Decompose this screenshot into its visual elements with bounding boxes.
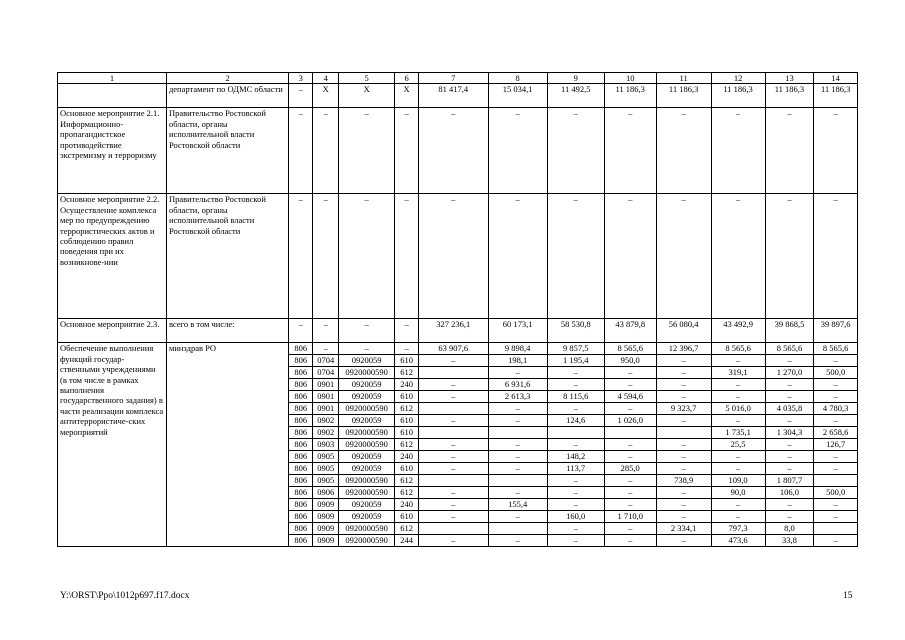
value-cell: – — [547, 475, 604, 487]
value-cell: 500,0 — [814, 367, 858, 379]
value-cell: 240 — [395, 379, 419, 391]
dept-cell: Х — [313, 84, 339, 108]
value-cell: – — [656, 355, 711, 367]
header-row — [58, 73, 858, 84]
row-event-2-2 — [58, 194, 858, 319]
value-cell: – — [488, 403, 547, 415]
value-cell: – — [711, 463, 765, 475]
value-cell: 39 868,5 — [765, 319, 814, 343]
value-cell: – — [339, 108, 395, 194]
dept-cell: 81 417,4 — [419, 84, 489, 108]
value-cell: 610 — [395, 427, 419, 439]
value-cell: 39 897,6 — [814, 319, 858, 343]
value-cell: – — [765, 499, 814, 511]
value-cell: 500,0 — [814, 487, 858, 499]
value-cell: – — [488, 439, 547, 451]
value-cell: 90,0 — [711, 487, 765, 499]
value-cell: 60 173,1 — [488, 319, 547, 343]
value-cell — [488, 523, 547, 535]
value-cell: – — [604, 108, 656, 194]
value-cell — [488, 475, 547, 487]
value-cell: – — [419, 439, 489, 451]
value-cell: – — [395, 108, 419, 194]
value-cell: 0920000590 — [339, 487, 395, 499]
value-cell: 160,0 — [547, 511, 604, 523]
event-title: Основное мероприятие 2.3. — [58, 319, 167, 343]
value-cell: 0920059 — [339, 355, 395, 367]
value-cell: – — [765, 355, 814, 367]
value-cell: 0920059 — [339, 379, 395, 391]
value-cell: 9 857,5 — [547, 343, 604, 355]
value-cell: 0920059 — [339, 415, 395, 427]
header-cell: 6 — [395, 73, 419, 84]
value-cell: 327 236,1 — [419, 319, 489, 343]
value-cell: – — [488, 415, 547, 427]
value-cell: – — [488, 451, 547, 463]
event-title: Основное мероприятие 2.2. Осуществление комплекса мер по предупреждению террористических актов и соблюдению правил поведения при их возникнове-нии — [58, 194, 167, 319]
header-cell: 4 — [313, 73, 339, 84]
value-cell: 1 304,3 — [765, 427, 814, 439]
value-cell: – — [814, 451, 858, 463]
value-cell: – — [289, 194, 313, 319]
value-cell: 473,6 — [711, 535, 765, 547]
value-cell: 610 — [395, 355, 419, 367]
value-cell: 806 — [289, 403, 313, 415]
value-cell: – — [547, 379, 604, 391]
value-cell: – — [604, 403, 656, 415]
value-cell: – — [604, 367, 656, 379]
event-description: Обеспечение выполнения функций государ-ственными учреждениями (в том числе в рамках выполнения государственного задания) в части реализации комплекса антитеррористиче-ских мероприятий — [58, 343, 167, 547]
value-cell: – — [395, 343, 419, 355]
value-cell: – — [289, 319, 313, 343]
value-cell: – — [419, 451, 489, 463]
value-cell: – — [814, 511, 858, 523]
value-cell: 0920059 — [339, 463, 395, 475]
value-cell: – — [656, 194, 711, 319]
value-cell — [419, 523, 489, 535]
value-cell: 797,3 — [711, 523, 765, 535]
value-cell: 0704 — [313, 367, 339, 379]
value-cell: 806 — [289, 475, 313, 487]
value-cell: – — [547, 194, 604, 319]
header-cell: 2 — [166, 73, 288, 84]
value-cell — [604, 427, 656, 439]
ministry-label: минздрав РО — [166, 343, 288, 547]
value-cell: – — [547, 487, 604, 499]
footer-file-path: Y:\ORST\Ppo\1012p697.f17.docx — [60, 591, 190, 601]
header-cell: 7 — [419, 73, 489, 84]
value-cell: – — [765, 511, 814, 523]
dept-cell: 11 186,3 — [604, 84, 656, 108]
value-cell: – — [604, 499, 656, 511]
value-cell: 113,7 — [547, 463, 604, 475]
value-cell — [814, 523, 858, 535]
value-cell: 0920000590 — [339, 367, 395, 379]
header-cell: 8 — [488, 73, 547, 84]
value-cell: 63 907,6 — [419, 343, 489, 355]
value-cell: 8 565,6 — [711, 343, 765, 355]
value-cell: 8 565,6 — [604, 343, 656, 355]
value-cell: – — [814, 391, 858, 403]
value-cell: 0909 — [313, 535, 339, 547]
value-cell: 0902 — [313, 415, 339, 427]
value-cell: – — [711, 391, 765, 403]
value-cell: – — [814, 355, 858, 367]
value-cell: 0905 — [313, 451, 339, 463]
value-cell: – — [419, 194, 489, 319]
value-cell: 43 879,8 — [604, 319, 656, 343]
value-cell: 0901 — [313, 403, 339, 415]
value-cell: 8 565,6 — [814, 343, 858, 355]
value-cell: – — [814, 415, 858, 427]
value-cell: 240 — [395, 451, 419, 463]
value-cell: 0901 — [313, 379, 339, 391]
value-cell: 319,1 — [711, 367, 765, 379]
dept-cell: 11 186,3 — [765, 84, 814, 108]
value-cell: 58 530,8 — [547, 319, 604, 343]
dept-cell: 11 186,3 — [656, 84, 711, 108]
value-cell: – — [711, 379, 765, 391]
value-cell: 612 — [395, 439, 419, 451]
value-cell: – — [711, 451, 765, 463]
value-cell: – — [656, 451, 711, 463]
value-cell: – — [547, 367, 604, 379]
value-cell: – — [765, 108, 814, 194]
value-cell: 806 — [289, 391, 313, 403]
value-cell: – — [765, 439, 814, 451]
value-cell: – — [488, 108, 547, 194]
value-cell: 56 080,4 — [656, 319, 711, 343]
value-cell: 0909 — [313, 499, 339, 511]
value-cell: 8,0 — [765, 523, 814, 535]
value-cell: 33,8 — [765, 535, 814, 547]
value-cell: 612 — [395, 523, 419, 535]
value-cell: 0920059 — [339, 391, 395, 403]
value-cell: – — [419, 487, 489, 499]
executor-label: всего в том числе: — [166, 319, 288, 343]
value-cell: – — [656, 439, 711, 451]
value-cell: 1 807,7 — [765, 475, 814, 487]
value-cell: 1 735,1 — [711, 427, 765, 439]
value-cell: 0920000590 — [339, 439, 395, 451]
value-cell: – — [814, 499, 858, 511]
value-cell: 285,0 — [604, 463, 656, 475]
budget-table — [57, 72, 858, 547]
value-cell: 124,6 — [547, 415, 604, 427]
value-cell: – — [656, 511, 711, 523]
value-cell: 0920000590 — [339, 427, 395, 439]
value-cell: – — [488, 487, 547, 499]
value-cell: 109,0 — [711, 475, 765, 487]
value-cell: – — [711, 511, 765, 523]
value-cell: 25,5 — [711, 439, 765, 451]
value-cell: – — [814, 379, 858, 391]
value-cell: – — [656, 391, 711, 403]
value-cell: – — [765, 194, 814, 319]
value-cell: 0901 — [313, 391, 339, 403]
value-cell: – — [656, 108, 711, 194]
value-cell: – — [604, 379, 656, 391]
value-cell: – — [488, 463, 547, 475]
value-cell: 8 565,6 — [765, 343, 814, 355]
header-cell: 5 — [339, 73, 395, 84]
value-cell: – — [656, 415, 711, 427]
value-cell — [814, 475, 858, 487]
value-cell: – — [656, 535, 711, 547]
value-cell: 43 492,9 — [711, 319, 765, 343]
value-cell — [488, 427, 547, 439]
value-cell: 806 — [289, 499, 313, 511]
value-cell: 0920059 — [339, 499, 395, 511]
value-cell: 612 — [395, 475, 419, 487]
dept-cell: 11 492,5 — [547, 84, 604, 108]
row-event-2-1 — [58, 108, 858, 194]
value-cell: 610 — [395, 391, 419, 403]
value-cell: – — [289, 108, 313, 194]
value-cell: 1 026,0 — [604, 415, 656, 427]
value-cell: – — [419, 535, 489, 547]
value-cell: – — [656, 487, 711, 499]
value-cell: 0920059 — [339, 451, 395, 463]
value-cell: 806 — [289, 379, 313, 391]
value-cell: 0909 — [313, 511, 339, 523]
value-cell: – — [313, 343, 339, 355]
value-cell: – — [395, 194, 419, 319]
dept-label: департамент по ОДМС области — [166, 84, 288, 108]
value-cell: – — [488, 511, 547, 523]
value-cell: – — [656, 379, 711, 391]
value-cell: – — [419, 391, 489, 403]
value-cell: – — [765, 451, 814, 463]
header-cell: 9 — [547, 73, 604, 84]
value-cell: 8 115,6 — [547, 391, 604, 403]
value-cell: 738,9 — [656, 475, 711, 487]
value-cell: 155,4 — [488, 499, 547, 511]
value-cell: 0905 — [313, 463, 339, 475]
value-cell: 0704 — [313, 355, 339, 367]
value-cell: – — [814, 108, 858, 194]
value-cell: 0906 — [313, 487, 339, 499]
value-cell: – — [604, 194, 656, 319]
value-cell: – — [711, 355, 765, 367]
value-cell: 9 323,7 — [656, 403, 711, 415]
value-cell: 806 — [289, 463, 313, 475]
value-cell: 9 898,4 — [488, 343, 547, 355]
value-cell: – — [419, 499, 489, 511]
value-cell: – — [488, 194, 547, 319]
value-cell: 5 016,0 — [711, 403, 765, 415]
header-cell: 13 — [765, 73, 814, 84]
value-cell: – — [604, 439, 656, 451]
value-cell: – — [814, 535, 858, 547]
value-cell: – — [547, 439, 604, 451]
value-cell: – — [711, 194, 765, 319]
value-cell: – — [419, 463, 489, 475]
value-cell: – — [547, 523, 604, 535]
value-cell: – — [419, 108, 489, 194]
value-cell: 4 780,3 — [814, 403, 858, 415]
value-cell: 806 — [289, 451, 313, 463]
value-cell — [419, 403, 489, 415]
value-cell: 610 — [395, 463, 419, 475]
value-cell: – — [547, 499, 604, 511]
value-cell: – — [395, 319, 419, 343]
value-cell: – — [419, 379, 489, 391]
value-cell: – — [814, 194, 858, 319]
header-cell: 14 — [814, 73, 858, 84]
value-cell: 4 594,6 — [604, 391, 656, 403]
value-cell — [547, 427, 604, 439]
value-cell: – — [765, 463, 814, 475]
value-cell: 806 — [289, 343, 313, 355]
value-cell: 106,0 — [765, 487, 814, 499]
value-cell: 2 334,1 — [656, 523, 711, 535]
value-cell: 198,1 — [488, 355, 547, 367]
event-title: Основное мероприятие 2.1. Информационно-пропагандистское противодействие экстремизму и терроризму — [58, 108, 167, 194]
value-cell: 1 710,0 — [604, 511, 656, 523]
value-cell: 806 — [289, 367, 313, 379]
dept-cell: Х — [339, 84, 395, 108]
value-cell: 806 — [289, 439, 313, 451]
dept-cell: 11 186,3 — [711, 84, 765, 108]
value-cell: 1 195,4 — [547, 355, 604, 367]
value-cell: – — [604, 535, 656, 547]
value-cell: – — [765, 391, 814, 403]
value-cell: – — [656, 499, 711, 511]
value-cell: – — [604, 523, 656, 535]
value-cell: – — [765, 415, 814, 427]
value-cell — [656, 427, 711, 439]
value-cell: 0920000590 — [339, 523, 395, 535]
value-cell: 610 — [395, 415, 419, 427]
value-cell: 806 — [289, 511, 313, 523]
value-cell: 12 396,7 — [656, 343, 711, 355]
value-cell: 2 658,6 — [814, 427, 858, 439]
value-cell: – — [313, 319, 339, 343]
value-cell: 244 — [395, 535, 419, 547]
value-cell: 126,7 — [814, 439, 858, 451]
value-cell: 0903 — [313, 439, 339, 451]
value-cell — [419, 427, 489, 439]
header-cell: 12 — [711, 73, 765, 84]
dept-cell — [58, 84, 167, 108]
value-cell: – — [313, 194, 339, 319]
value-cell: 0902 — [313, 427, 339, 439]
header-cell: 3 — [289, 73, 313, 84]
table-row — [58, 343, 858, 355]
value-cell: – — [419, 355, 489, 367]
value-cell: – — [711, 499, 765, 511]
dept-cell: Х — [395, 84, 419, 108]
value-cell: 612 — [395, 367, 419, 379]
value-cell: 0920000590 — [339, 475, 395, 487]
value-cell: – — [547, 403, 604, 415]
value-cell — [419, 475, 489, 487]
value-cell: – — [419, 415, 489, 427]
value-cell: – — [604, 475, 656, 487]
value-cell: 806 — [289, 355, 313, 367]
executor-label: Правительство Ростовской области, органы исполнительной власти Ростовской области — [166, 194, 288, 319]
value-cell: 806 — [289, 487, 313, 499]
value-cell: 0905 — [313, 475, 339, 487]
header-cell: 1 — [58, 73, 167, 84]
value-cell: – — [656, 463, 711, 475]
value-cell: 0920000590 — [339, 403, 395, 415]
executor-label: Правительство Ростовской области, органы исполнительной власти Ростовской области — [166, 108, 288, 194]
value-cell: – — [711, 108, 765, 194]
value-cell: 0920059 — [339, 511, 395, 523]
value-cell: – — [488, 367, 547, 379]
value-cell: 6 931,6 — [488, 379, 547, 391]
value-cell: 240 — [395, 499, 419, 511]
value-cell: – — [339, 319, 395, 343]
dept-cell: 11 186,3 — [814, 84, 858, 108]
value-cell: 950,0 — [604, 355, 656, 367]
value-cell: 0909 — [313, 523, 339, 535]
dept-cell: – — [289, 84, 313, 108]
value-cell: – — [604, 487, 656, 499]
value-cell: – — [488, 535, 547, 547]
value-cell: – — [419, 511, 489, 523]
header-cell: 10 — [604, 73, 656, 84]
value-cell: – — [339, 194, 395, 319]
value-cell: 610 — [395, 511, 419, 523]
value-cell: 0920000590 — [339, 535, 395, 547]
value-cell: 806 — [289, 427, 313, 439]
value-cell: – — [711, 415, 765, 427]
value-cell: – — [547, 535, 604, 547]
value-cell: 612 — [395, 487, 419, 499]
value-cell: 612 — [395, 403, 419, 415]
row-event-2-3 — [58, 319, 858, 343]
value-cell: – — [313, 108, 339, 194]
dept-cell: 15 034,1 — [488, 84, 547, 108]
dept-row — [58, 84, 858, 108]
header-cell: 11 — [656, 73, 711, 84]
value-cell: – — [814, 463, 858, 475]
value-cell: 806 — [289, 535, 313, 547]
value-cell: 2 613,3 — [488, 391, 547, 403]
value-cell: 806 — [289, 523, 313, 535]
page-number: 15 — [843, 591, 853, 601]
value-cell: 4 035,8 — [765, 403, 814, 415]
value-cell: – — [656, 367, 711, 379]
table-body — [58, 73, 858, 547]
value-cell: 148,2 — [547, 451, 604, 463]
value-cell: – — [339, 343, 395, 355]
value-cell: – — [765, 379, 814, 391]
value-cell: 806 — [289, 415, 313, 427]
value-cell: 1 270,0 — [765, 367, 814, 379]
value-cell: – — [547, 108, 604, 194]
value-cell: – — [604, 451, 656, 463]
value-cell — [419, 367, 489, 379]
